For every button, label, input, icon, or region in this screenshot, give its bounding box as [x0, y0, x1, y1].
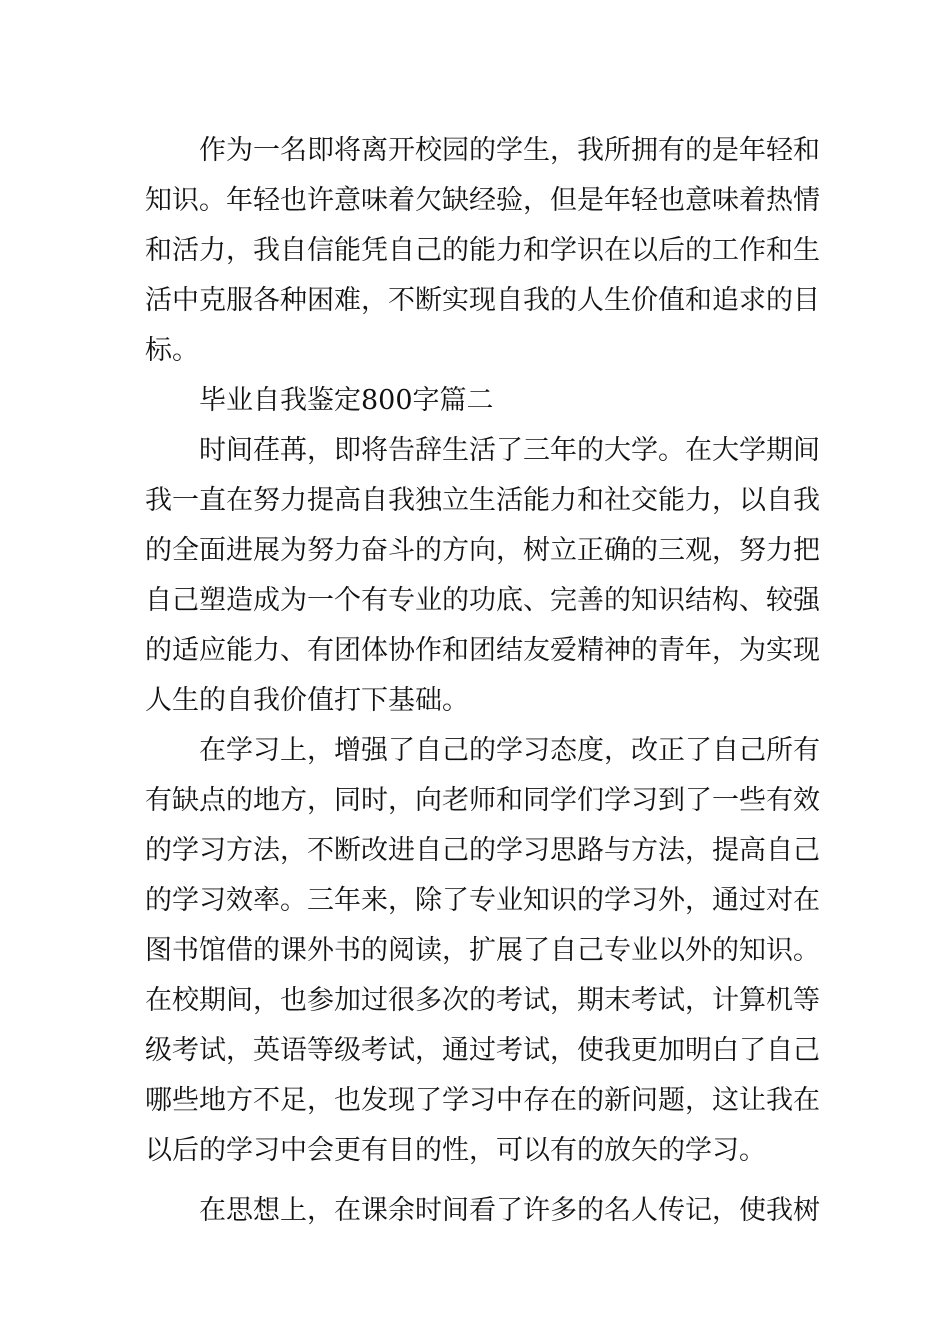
- paragraph-line: 哪些地方不足，也发现了学习中存在的新问题，这让我在: [145, 1085, 820, 1116]
- paragraph-line: 的学习方法，不断改进自己的学习思路与方法，提高自己: [145, 835, 820, 866]
- paragraph-line: 的学习效率。三年来，除了专业知识的学习外，通过对在: [145, 885, 820, 916]
- paragraph-line: 我一直在努力提高自我独立生活能力和社交能力，以自我: [145, 485, 820, 516]
- paragraph-line: 图书馆借的课外书的阅读，扩展了自己专业以外的知识。: [145, 935, 820, 966]
- paragraph-line: 的全面进展为努力奋斗的方向，树立正确的三观，努力把: [145, 535, 820, 566]
- paragraph-line: 知识。年轻也许意味着欠缺经验，但是年轻也意味着热情: [145, 185, 820, 216]
- paragraph-line: 和活力，我自信能凭自己的能力和学识在以后的工作和生: [145, 235, 820, 266]
- paragraph-line: 自己塑造成为一个有专业的功底、完善的知识结构、较强: [145, 585, 820, 616]
- paragraph-line: 在思想上，在课余时间看了许多的名人传记，使我树: [199, 1195, 820, 1226]
- paragraph-line: 活中克服各种困难，不断实现自我的人生价值和追求的目: [145, 285, 820, 316]
- section-heading: 毕业自我鉴定800字篇二: [199, 385, 494, 416]
- paragraph-line: 作为一名即将离开校园的学生，我所拥有的是年轻和: [199, 135, 820, 166]
- paragraph-line: 在学习上，增强了自己的学习态度，改正了自己所有: [199, 735, 820, 766]
- paragraph-line: 时间荏苒，即将告辞生活了三年的大学。在大学期间: [199, 435, 820, 466]
- paragraph-line: 级考试，英语等级考试，通过考试，使我更加明白了自己: [145, 1035, 820, 1066]
- paragraph-line: 以后的学习中会更有目的性，可以有的放矢的学习。: [145, 1135, 766, 1166]
- paragraph-line: 有缺点的地方，同时，向老师和同学们学习到了一些有效: [145, 785, 820, 816]
- paragraph-line: 人生的自我价值打下基础。: [145, 685, 469, 716]
- paragraph-line: 的适应能力、有团体协作和团结友爱精神的青年，为实现: [145, 635, 820, 666]
- paragraph-line: 在校期间，也参加过很多次的考试，期末考试，计算机等: [145, 985, 820, 1016]
- paragraph-line: 标。: [145, 335, 199, 366]
